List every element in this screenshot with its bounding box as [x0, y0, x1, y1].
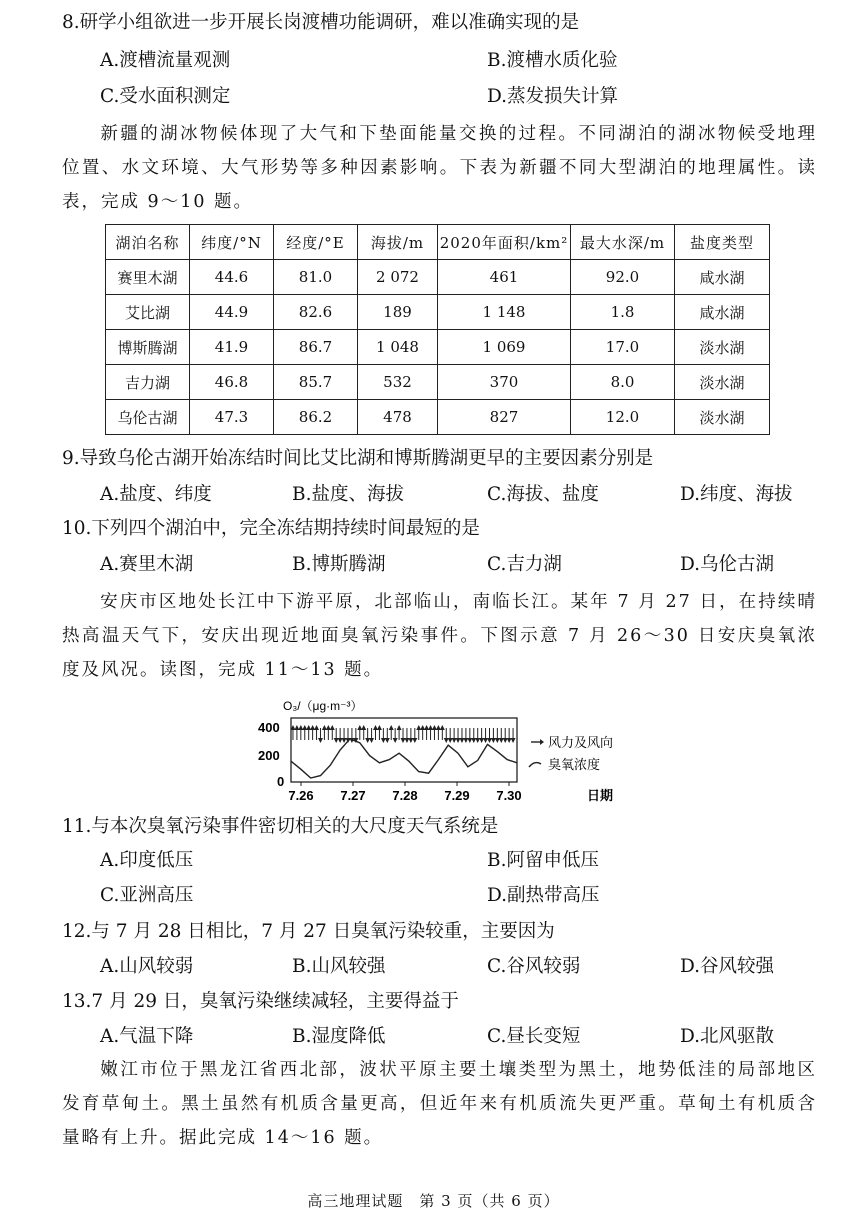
table-cell: 吉力湖 — [106, 365, 190, 400]
q13-option-d: D.北风驱散 — [680, 1026, 775, 1047]
wind-arrow — [361, 725, 366, 740]
x-tick-label: 7.30 — [496, 788, 522, 803]
x-tick-label: 7.27 — [340, 788, 366, 803]
q12-option-d: D.谷风较强 — [680, 956, 775, 977]
chart-ytick: 0 — [277, 774, 285, 789]
wind-arrow — [444, 728, 449, 743]
wind-arrow — [420, 725, 425, 740]
q11-option-a: A.印度低压 — [100, 850, 194, 871]
ozone-chart — [255, 690, 615, 808]
table-cell: 乌伦古湖 — [106, 400, 190, 435]
wind-arrow — [408, 728, 413, 743]
table-cell: 370 — [438, 365, 571, 400]
wind-arrow — [338, 728, 343, 743]
wind-arrow — [318, 728, 323, 743]
legend-label-ozone: 臭氧浓度 — [548, 757, 601, 772]
wind-arrow — [440, 725, 445, 740]
wind-arrow — [463, 728, 468, 743]
table-cell: 82.6 — [274, 295, 358, 330]
wind-arrow — [393, 728, 398, 743]
q12-option-c: C.谷风较弱 — [487, 956, 581, 977]
wind-arrows-group — [290, 725, 515, 743]
q9-option-c: C.海拔、盐度 — [487, 484, 599, 505]
wind-arrow — [483, 728, 488, 743]
page-footer: 高三地理试题 第 3 页（共 6 页） — [307, 1192, 560, 1210]
wind-arrow — [511, 728, 516, 743]
table-cell: 淡水湖 — [675, 400, 770, 435]
wind-arrow — [373, 725, 378, 740]
table-cell: 赛里木湖 — [106, 260, 190, 295]
table-cell: 博斯腾湖 — [106, 330, 190, 365]
wind-arrow — [459, 728, 464, 743]
table-cell: 478 — [358, 400, 438, 435]
q9-option-d: D.纬度、海拔 — [680, 484, 793, 505]
wind-arrow — [416, 725, 421, 740]
wind-arrow — [385, 728, 390, 743]
table-header: 纬度/°N — [190, 225, 274, 260]
table-cell: 41.9 — [190, 330, 274, 365]
q13-option-b: B.湿度降低 — [292, 1026, 386, 1047]
wind-arrow — [452, 728, 457, 743]
wind-arrow — [412, 728, 417, 743]
table-row — [106, 365, 770, 400]
wind-arrow — [479, 728, 484, 743]
wind-arrow — [381, 728, 386, 743]
wind-arrow — [448, 728, 453, 743]
x-tick-label: 7.29 — [444, 788, 470, 803]
table-header: 海拔/m — [358, 225, 438, 260]
wind-arrow — [491, 728, 496, 743]
x-tick-label: 7.26 — [288, 788, 314, 803]
table-header: 湖泊名称 — [106, 225, 190, 260]
intro-paragraph-ozone — [62, 585, 817, 687]
intro-paragraph-black-soil — [62, 1053, 817, 1155]
table-row — [106, 330, 770, 365]
table-cell: 532 — [358, 365, 438, 400]
wind-arrow — [424, 725, 429, 740]
table-header: 经度/°E — [274, 225, 358, 260]
wind-arrow — [357, 725, 362, 740]
x-tick-label: 7.28 — [392, 788, 418, 803]
wind-arrow — [471, 728, 476, 743]
chart-ytick: 200 — [258, 748, 280, 763]
table-cell: 44.6 — [190, 260, 274, 295]
wind-arrow — [306, 725, 311, 740]
wind-arrow — [432, 725, 437, 740]
table-header: 最大水深/m — [571, 225, 675, 260]
q10-option-b: B.博斯腾湖 — [292, 554, 386, 575]
x-ticks-group — [288, 782, 521, 803]
lake-attributes-table — [105, 224, 770, 435]
wind-arrow — [326, 725, 331, 740]
table-cell: 淡水湖 — [675, 365, 770, 400]
chart-legend — [529, 735, 613, 772]
table-cell: 85.7 — [274, 365, 358, 400]
q13-option-c: C.昼长变短 — [487, 1026, 581, 1047]
q9-option-b: B.盐度、海拔 — [292, 484, 404, 505]
table-cell: 17.0 — [571, 330, 675, 365]
wind-arrow — [428, 725, 433, 740]
q12-option-b: B.山风较强 — [292, 956, 386, 977]
wind-arrow — [342, 728, 347, 743]
wind-arrow — [334, 728, 339, 743]
table-cell: 86.7 — [274, 330, 358, 365]
chart-xlabel: 日期 — [587, 788, 614, 803]
table-cell: 81.0 — [274, 260, 358, 295]
q10-option-d: D.乌伦古湖 — [680, 554, 775, 575]
wind-arrow — [365, 728, 370, 743]
table-cell: 86.2 — [274, 400, 358, 435]
chart-ylabel: O₃/（μg·m⁻³） — [283, 699, 363, 713]
wind-arrow — [404, 728, 409, 743]
table-cell: 艾比湖 — [106, 295, 190, 330]
wind-arrow — [487, 728, 492, 743]
q9-option-a: A.盐度、纬度 — [100, 484, 212, 505]
q8-stem: 8.研学小组欲进一步开展长岗渡槽功能调研，难以准确实现的是 — [62, 12, 580, 33]
wind-arrow — [467, 728, 472, 743]
wind-arrow — [322, 725, 327, 740]
table-header: 2020年面积/km² — [438, 225, 571, 260]
wind-legend-icon — [531, 739, 544, 745]
table-row — [106, 400, 770, 435]
wind-arrow — [294, 725, 299, 740]
table-header: 盐度类型 — [675, 225, 770, 260]
wind-arrow — [377, 725, 382, 740]
q11-option-c: C.亚洲高压 — [100, 885, 194, 906]
q8-option-d: D.蒸发损失计算 — [487, 86, 619, 107]
legend-label-wind: 风力及风向 — [548, 735, 614, 750]
table-cell: 淡水湖 — [675, 330, 770, 365]
intro-paragraph-lake-ice — [62, 117, 817, 219]
q10-option-c: C.吉力湖 — [487, 554, 562, 575]
wind-arrow — [298, 725, 303, 740]
table-cell: 咸水湖 — [675, 295, 770, 330]
intro-text: 新疆的湖冰物候体现了大气和下垫面能量交换的过程。不同湖泊的湖冰物候受地理位置、水文环境、大气形势等多种因素影响。下表为新疆不同大型湖泊的地理属性。读表，完成 9～10 题。 — [62, 124, 817, 212]
wind-arrow — [369, 728, 374, 743]
table-cell: 1 148 — [438, 295, 571, 330]
table-cell: 1 048 — [358, 330, 438, 365]
wind-arrow — [314, 725, 319, 740]
table-row — [106, 260, 770, 295]
q8-option-c: C.受水面积测定 — [100, 86, 231, 107]
table-cell: 1 069 — [438, 330, 571, 365]
wind-arrow — [330, 725, 335, 740]
table-cell: 92.0 — [571, 260, 675, 295]
q9-stem: 9.导致乌伦古湖开始冻结时间比艾比湖和博斯腾湖更早的主要因素分别是 — [62, 448, 654, 469]
table-cell: 44.9 — [190, 295, 274, 330]
wind-arrow — [401, 728, 406, 743]
chart-ytick: 400 — [258, 720, 280, 735]
table-cell: 189 — [358, 295, 438, 330]
wind-arrow — [397, 725, 402, 740]
ozone-concentration-line — [291, 739, 517, 778]
table-cell: 47.3 — [190, 400, 274, 435]
q12-stem: 12.与 7 月 28 日相比，7 月 27 日臭氧污染较重，主要因为 — [62, 921, 555, 942]
table-cell: 2 072 — [358, 260, 438, 295]
table-cell: 1.8 — [571, 295, 675, 330]
table-cell: 46.8 — [190, 365, 274, 400]
table-cell: 8.0 — [571, 365, 675, 400]
q12-option-a: A.山风较弱 — [100, 956, 194, 977]
q10-stem: 10.下列四个湖泊中，完全冻结期持续时间最短的是 — [62, 518, 480, 539]
q11-option-d: D.副热带高压 — [487, 885, 600, 906]
q8-option-b: B.渡槽水质化验 — [487, 50, 618, 71]
intro-text: 嫩江市位于黑龙江省西北部，波状平原主要土壤类型为黑土，地势低洼的局部地区发育草甸土。黑土虽然有机质含量更高，但近年来有机质流失更严重。草甸土有机质含量略有上升。据此完成 14～16 题。 — [62, 1060, 817, 1148]
wind-arrow — [507, 728, 512, 743]
q13-option-a: A.气温下降 — [100, 1026, 194, 1047]
table-cell: 12.0 — [571, 400, 675, 435]
wind-arrow — [456, 728, 461, 743]
intro-text: 安庆市区地处长江中下游平原，北部临山，南临长江。某年 7 月 27 日，在持续晴热高温天气下，安庆出现近地面臭氧污染事件。下图示意 7 月 26～30 日安庆臭氧浓度及风况。读图，完成 11～13 题。 — [62, 592, 817, 680]
wind-arrow — [310, 725, 315, 740]
q10-option-a: A.赛里木湖 — [100, 554, 194, 575]
q11-option-b: B.阿留申低压 — [487, 850, 599, 871]
table-cell: 咸水湖 — [675, 260, 770, 295]
q13-stem: 13.7 月 29 日，臭氧污染继续减轻，主要得益于 — [62, 991, 459, 1012]
wind-arrow — [495, 728, 500, 743]
wind-arrow — [389, 725, 394, 740]
wind-arrow — [302, 725, 307, 740]
table-row — [106, 295, 770, 330]
wind-arrow — [475, 728, 480, 743]
q11-stem: 11.与本次臭氧污染事件密切相关的大尺度天气系统是 — [62, 816, 499, 837]
table-cell: 461 — [438, 260, 571, 295]
ozone-legend-icon — [529, 763, 541, 767]
wind-arrow — [499, 728, 504, 743]
wind-arrow — [436, 725, 441, 740]
wind-arrow — [503, 728, 508, 743]
table-header-row — [106, 225, 770, 260]
q8-option-a: A.渡槽流量观测 — [100, 50, 231, 71]
table-cell: 827 — [438, 400, 571, 435]
